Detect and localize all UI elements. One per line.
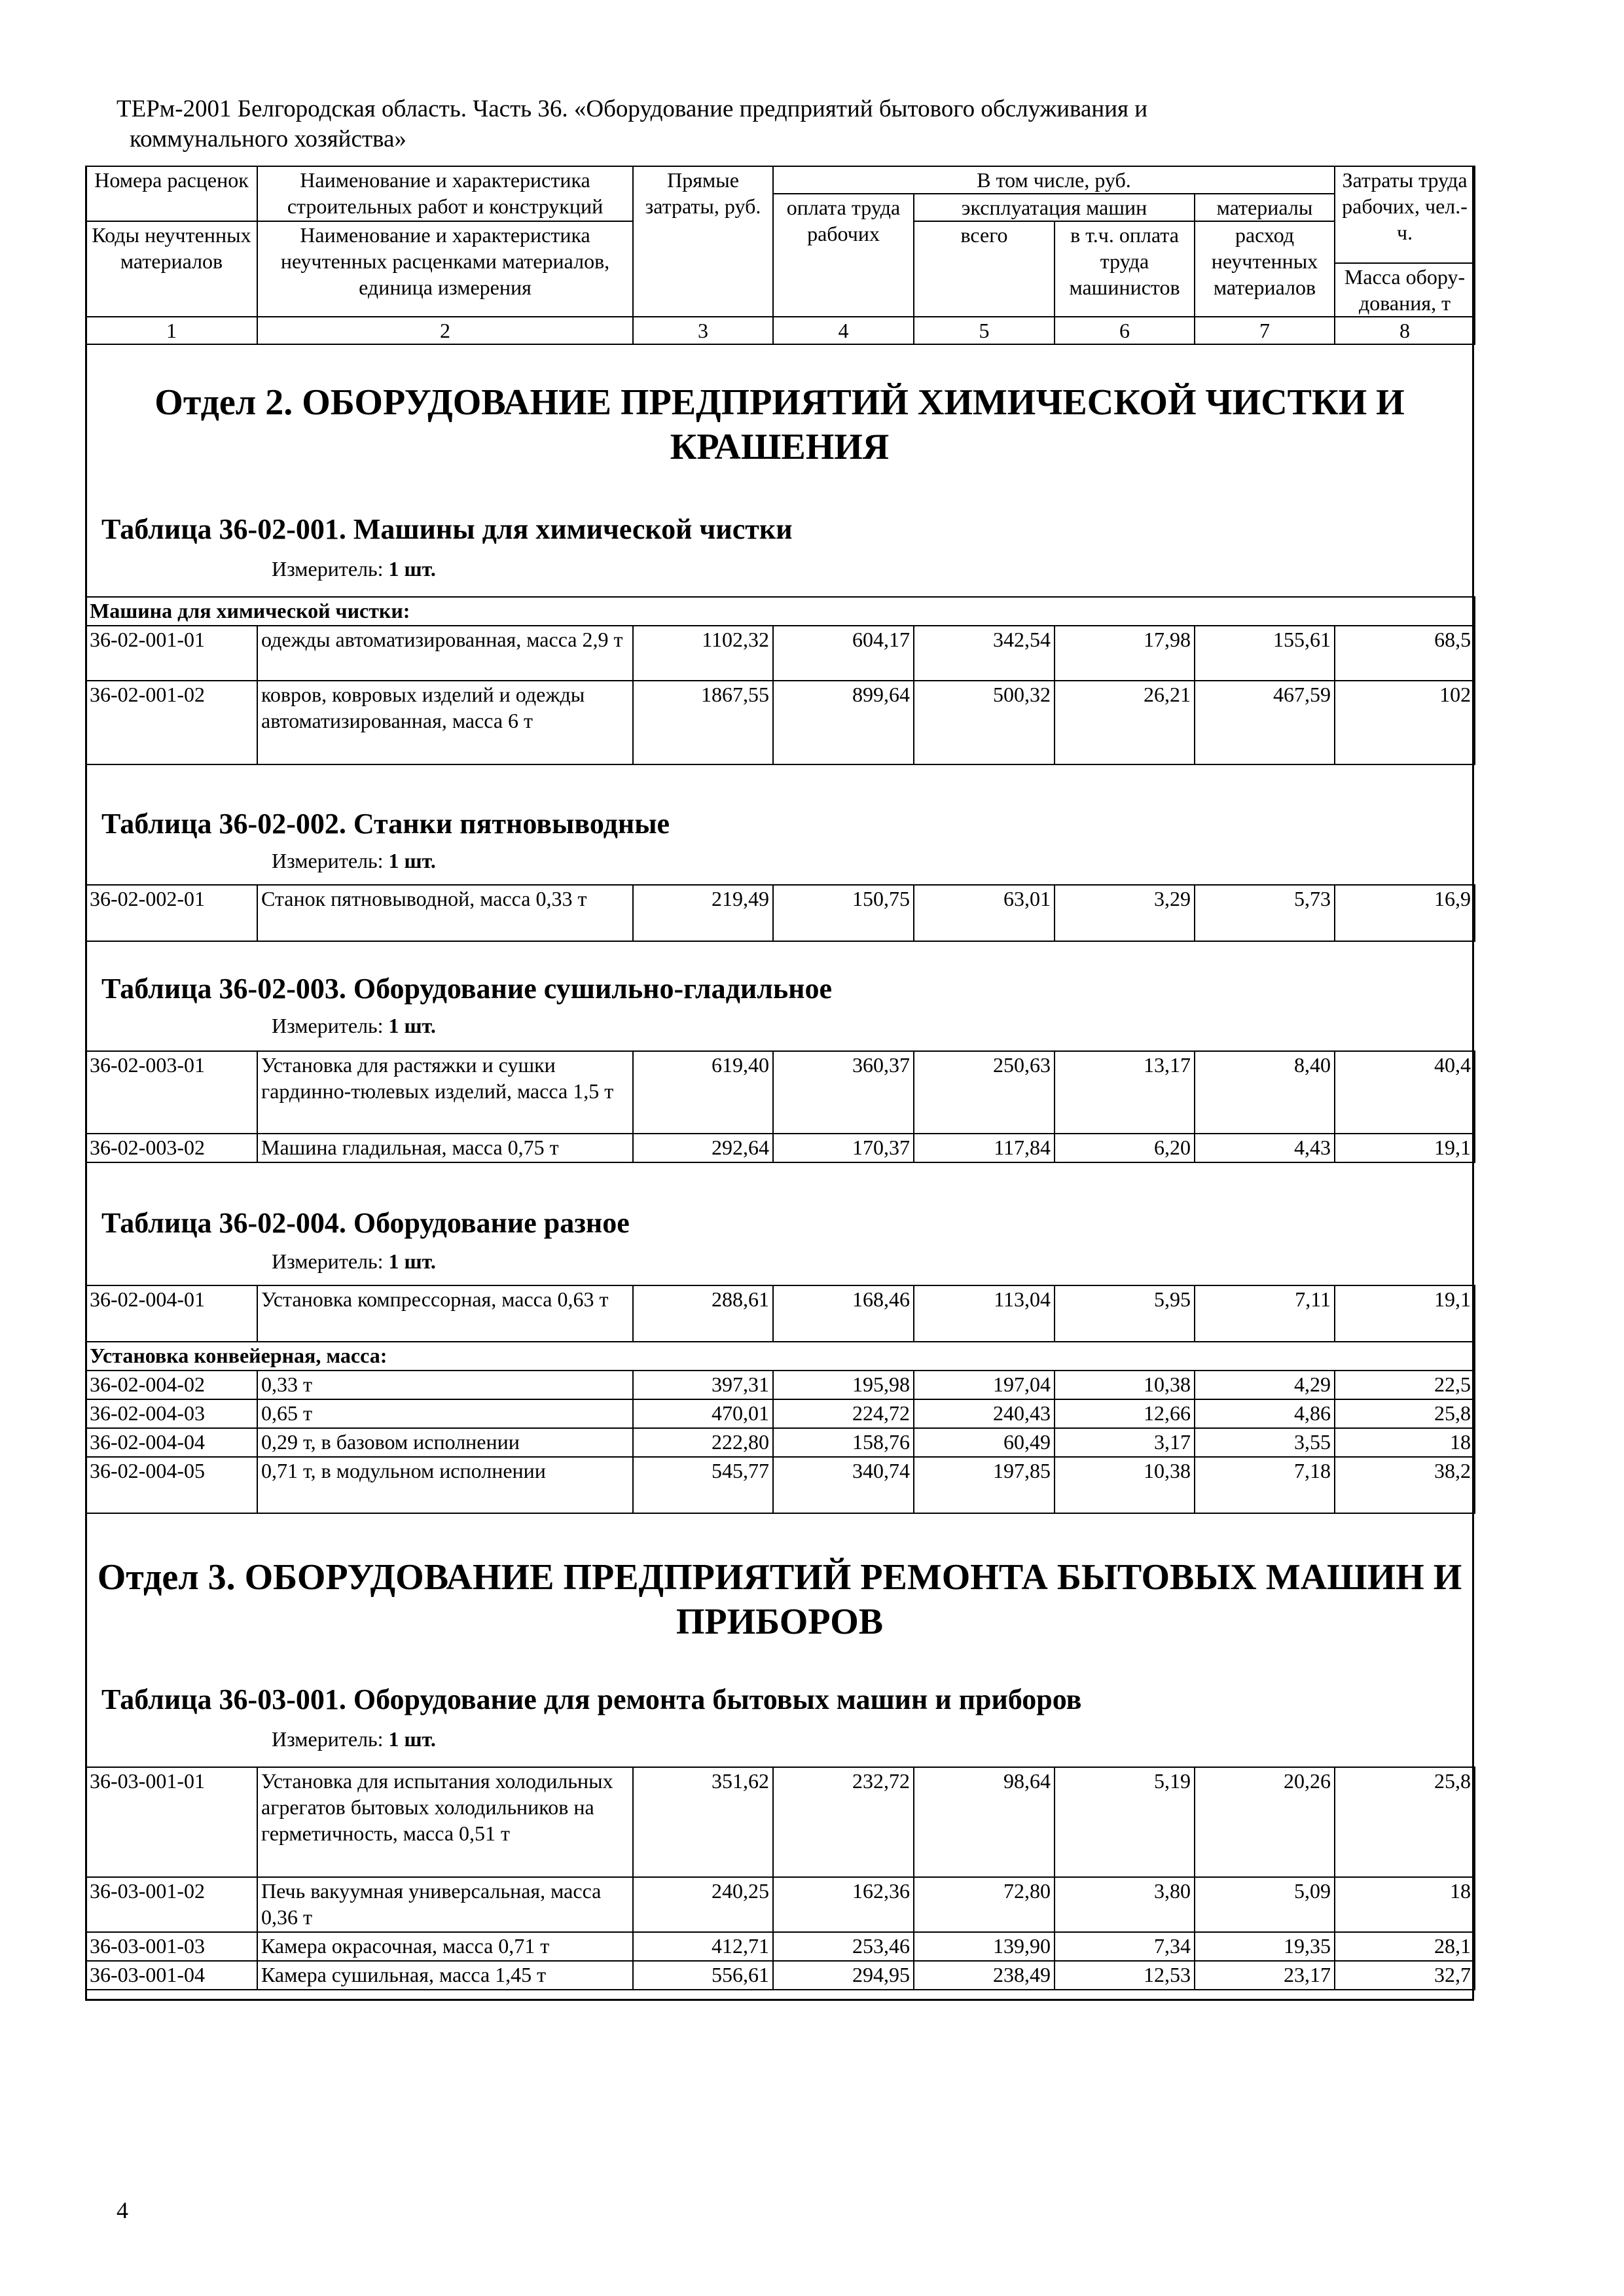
table-title: Таблица 36-02-001. Машины для химической чистки bbox=[101, 513, 793, 545]
direct-costs: 351,62 bbox=[633, 1767, 773, 1877]
rate-code: 36-02-004-03 bbox=[86, 1399, 257, 1428]
col5-header: всего bbox=[914, 221, 1055, 317]
measure-line bbox=[87, 1013, 1472, 1039]
table-block-36-02-002 bbox=[87, 807, 1472, 874]
rate-code: 36-02-003-01 bbox=[86, 1051, 257, 1134]
worker-pay: 604,17 bbox=[773, 626, 914, 681]
machines-total: 72,80 bbox=[914, 1877, 1055, 1932]
rate-code: 36-02-004-01 bbox=[86, 1285, 257, 1342]
rate-name: 0,33 т bbox=[257, 1371, 633, 1399]
table-row bbox=[86, 1051, 1475, 1134]
rate-code: 36-02-004-05 bbox=[86, 1457, 257, 1513]
section-3-block bbox=[87, 1555, 1472, 1644]
col-number: 4 bbox=[773, 317, 914, 344]
rate-code: 36-02-001-02 bbox=[86, 681, 257, 764]
materials: 7,11 bbox=[1195, 1285, 1335, 1342]
direct-costs: 397,31 bbox=[633, 1371, 773, 1399]
table-row bbox=[86, 1961, 1475, 1990]
rate-code: 36-03-001-02 bbox=[86, 1877, 257, 1932]
rate-code: 36-02-004-04 bbox=[86, 1428, 257, 1457]
machinist-pay: 7,34 bbox=[1055, 1932, 1195, 1961]
table-row bbox=[86, 681, 1475, 764]
materials: 4,43 bbox=[1195, 1134, 1335, 1162]
machinist-pay: 5,19 bbox=[1055, 1767, 1195, 1877]
table-block-36-02-004 bbox=[87, 1206, 1472, 1274]
worker-pay: 340,74 bbox=[773, 1457, 914, 1513]
machines-total: 238,49 bbox=[914, 1961, 1055, 1990]
col6-header: в т.ч. оплата труда машинистов bbox=[1055, 221, 1195, 317]
direct-costs: 545,77 bbox=[633, 1457, 773, 1513]
machinist-pay: 13,17 bbox=[1055, 1051, 1195, 1134]
rate-name: Машина гладильная, масса 0,75 т bbox=[257, 1134, 633, 1162]
table-title: Таблица 36-02-002. Станки пятновыводные bbox=[101, 808, 670, 840]
labor-costs: 25,8 bbox=[1335, 1767, 1475, 1877]
rate-code: 36-03-001-04 bbox=[86, 1961, 257, 1990]
measure-value: 1 шт. bbox=[388, 1249, 436, 1273]
measure-line bbox=[87, 1726, 1472, 1752]
worker-pay: 899,64 bbox=[773, 681, 914, 764]
direct-costs: 1867,55 bbox=[633, 681, 773, 764]
measure-label: Измеритель: bbox=[272, 1014, 389, 1037]
col1-top-header: Номера расценок bbox=[86, 166, 257, 221]
col7-header: расход неучтенных материалов bbox=[1195, 221, 1335, 317]
col4-header: оплата труда рабочих bbox=[773, 194, 914, 317]
worker-pay: 150,75 bbox=[773, 885, 914, 941]
page-number: 4 bbox=[117, 2197, 128, 2223]
machines-header: эксплуатация машин bbox=[914, 194, 1195, 221]
materials: 467,59 bbox=[1195, 681, 1335, 764]
materials: 23,17 bbox=[1195, 1961, 1335, 1990]
direct-costs: 470,01 bbox=[633, 1399, 773, 1428]
machines-total: 250,63 bbox=[914, 1051, 1055, 1134]
materials: 3,55 bbox=[1195, 1428, 1335, 1457]
labor-costs: 25,8 bbox=[1335, 1399, 1475, 1428]
machinist-pay: 10,38 bbox=[1055, 1371, 1195, 1399]
rate-name: ковров, ковровых изделий и одежды автоматизированная, масса 6 т bbox=[257, 681, 633, 764]
rate-name: Станок пятновыводной, масса 0,33 т bbox=[257, 885, 633, 941]
rate-name: Печь вакуумная универсальная, масса 0,36 т bbox=[257, 1877, 633, 1932]
header-line-2: коммунального хозяйства» bbox=[130, 126, 406, 152]
machinist-pay: 17,98 bbox=[1055, 626, 1195, 681]
rate-name: 0,29 т, в базовом исполнении bbox=[257, 1428, 633, 1457]
table-row bbox=[86, 1399, 1475, 1428]
worker-pay: 168,46 bbox=[773, 1285, 914, 1342]
section-title: Отдел 3. ОБОРУДОВАНИЕ ПРЕДПРИЯТИЙ РЕМОНТА БЫТОВЫХ МАШИН И ПРИБОРОВ bbox=[97, 1557, 1462, 1642]
col-number: 1 bbox=[86, 317, 257, 344]
table-title: Таблица 36-03-001. Оборудование для ремонта бытовых машин и приборов bbox=[101, 1683, 1082, 1715]
labor-costs: 40,4 bbox=[1335, 1051, 1475, 1134]
table-row bbox=[86, 1371, 1475, 1399]
machines-total: 500,32 bbox=[914, 681, 1055, 764]
direct-costs: 219,49 bbox=[633, 885, 773, 941]
rate-code: 36-02-003-02 bbox=[86, 1134, 257, 1162]
direct-costs: 1102,32 bbox=[633, 626, 773, 681]
col1-bottom-header: Коды неучтенных материалов bbox=[86, 221, 257, 317]
measure-value: 1 шт. bbox=[388, 1727, 436, 1751]
machines-total: 63,01 bbox=[914, 885, 1055, 941]
measure-line bbox=[87, 556, 1472, 582]
measure-line bbox=[87, 1248, 1472, 1274]
labor-costs: 16,9 bbox=[1335, 885, 1475, 941]
labor-costs: 18 bbox=[1335, 1428, 1475, 1457]
labor-costs: 68,5 bbox=[1335, 626, 1475, 681]
rate-name: Камера сушильная, масса 1,45 т bbox=[257, 1961, 633, 1990]
rate-name: одежды автоматизированная, масса 2,9 т bbox=[257, 626, 633, 681]
table-row bbox=[86, 1457, 1475, 1513]
column-header-table bbox=[85, 166, 1475, 345]
col8-top-header: Затраты труда рабочих, чел.-ч. bbox=[1335, 166, 1475, 263]
col-number: 6 bbox=[1055, 317, 1195, 344]
machinist-pay: 26,21 bbox=[1055, 681, 1195, 764]
table-block-36-02-003 bbox=[87, 972, 1472, 1039]
direct-costs: 412,71 bbox=[633, 1932, 773, 1961]
table-row bbox=[86, 1134, 1475, 1162]
table-row bbox=[86, 1767, 1475, 1877]
worker-pay: 253,46 bbox=[773, 1932, 914, 1961]
direct-costs: 619,40 bbox=[633, 1051, 773, 1134]
direct-costs: 222,80 bbox=[633, 1428, 773, 1457]
col3-header: Прямые затраты, руб. bbox=[633, 166, 773, 317]
section-title: Отдел 2. ОБОРУДОВАНИЕ ПРЕДПРИЯТИЙ ХИМИЧЕСКОЙ ЧИСТКИ И КРАШЕНИЯ bbox=[154, 382, 1405, 467]
table-row bbox=[86, 1428, 1475, 1457]
measure-line bbox=[87, 848, 1472, 874]
machines-total: 98,64 bbox=[914, 1767, 1055, 1877]
table-row bbox=[86, 1932, 1475, 1961]
labor-costs: 32,7 bbox=[1335, 1961, 1475, 1990]
worker-pay: 195,98 bbox=[773, 1371, 914, 1399]
machines-total: 197,04 bbox=[914, 1371, 1055, 1399]
col-number: 5 bbox=[914, 317, 1055, 344]
table-row bbox=[86, 885, 1475, 941]
header-line-1: ТЕРм-2001 Белгородская область. Часть 36. «Оборудование предприятий бытового обслуживания и bbox=[117, 96, 1148, 122]
document-header bbox=[117, 94, 1465, 154]
materials: 155,61 bbox=[1195, 626, 1335, 681]
machinist-pay: 12,66 bbox=[1055, 1399, 1195, 1428]
labor-costs: 22,5 bbox=[1335, 1371, 1475, 1399]
col2-bottom-header: Наименование и характеристика неучтенных расценками материалов, единица измерения bbox=[257, 221, 633, 317]
labor-costs: 102 bbox=[1335, 681, 1475, 764]
materials: 4,86 bbox=[1195, 1399, 1335, 1428]
rate-code: 36-02-001-01 bbox=[86, 626, 257, 681]
rates-table-36-02-002 bbox=[85, 884, 1475, 942]
document-frame bbox=[85, 166, 1474, 2001]
labor-costs: 19,1 bbox=[1335, 1285, 1475, 1342]
measure-value: 1 шт. bbox=[388, 557, 436, 581]
table-block-36-02-001 bbox=[87, 512, 1472, 582]
labor-costs: 18 bbox=[1335, 1877, 1475, 1932]
worker-pay: 224,72 bbox=[773, 1399, 914, 1428]
measure-label: Измеритель: bbox=[272, 1727, 389, 1751]
rate-name: 0,65 т bbox=[257, 1399, 633, 1428]
machinist-pay: 6,20 bbox=[1055, 1134, 1195, 1162]
worker-pay: 294,95 bbox=[773, 1961, 914, 1990]
rates-table-36-02-004 bbox=[85, 1285, 1475, 1514]
group-label: Установка конвейерная, масса: bbox=[86, 1342, 1475, 1371]
rate-code: 36-03-001-01 bbox=[86, 1767, 257, 1877]
labor-costs: 19,1 bbox=[1335, 1134, 1475, 1162]
machinist-pay: 3,80 bbox=[1055, 1877, 1195, 1932]
table-row bbox=[86, 1285, 1475, 1342]
col-number: 2 bbox=[257, 317, 633, 344]
table-row bbox=[86, 626, 1475, 681]
machines-total: 342,54 bbox=[914, 626, 1055, 681]
group-label: Машина для химической чистки: bbox=[86, 597, 1475, 626]
col-number: 3 bbox=[633, 317, 773, 344]
materials: 5,09 bbox=[1195, 1877, 1335, 1932]
table-block-36-03-001 bbox=[87, 1683, 1472, 1752]
worker-pay: 170,37 bbox=[773, 1134, 914, 1162]
rates-table-36-02-001 bbox=[85, 596, 1475, 765]
materials: 8,40 bbox=[1195, 1051, 1335, 1134]
measure-label: Измеритель: bbox=[272, 557, 389, 581]
table-row bbox=[86, 1877, 1475, 1932]
rate-name: Установка для растяжки и сушки гардинно-тюлевых изделий, масса 1,5 т bbox=[257, 1051, 633, 1134]
rates-table-36-02-003 bbox=[85, 1050, 1475, 1163]
measure-label: Измеритель: bbox=[272, 849, 389, 872]
labor-costs: 28,1 bbox=[1335, 1932, 1475, 1961]
machinist-pay: 5,95 bbox=[1055, 1285, 1195, 1342]
direct-costs: 288,61 bbox=[633, 1285, 773, 1342]
materials: 7,18 bbox=[1195, 1457, 1335, 1513]
col-number: 7 bbox=[1195, 317, 1335, 344]
section-2-block bbox=[87, 380, 1472, 469]
worker-pay: 360,37 bbox=[773, 1051, 914, 1134]
direct-costs: 240,25 bbox=[633, 1877, 773, 1932]
machinist-pay: 10,38 bbox=[1055, 1457, 1195, 1513]
machines-total: 117,84 bbox=[914, 1134, 1055, 1162]
rate-code: 36-02-004-02 bbox=[86, 1371, 257, 1399]
rate-code: 36-03-001-03 bbox=[86, 1932, 257, 1961]
measure-value: 1 шт. bbox=[388, 849, 436, 872]
col8-bottom-header: Масса обору-дования, т bbox=[1335, 263, 1475, 317]
rate-name: Камера окрасочная, масса 0,71 т bbox=[257, 1932, 633, 1961]
measure-value: 1 шт. bbox=[388, 1014, 436, 1037]
worker-pay: 162,36 bbox=[773, 1877, 914, 1932]
direct-costs: 292,64 bbox=[633, 1134, 773, 1162]
col-number: 8 bbox=[1335, 317, 1475, 344]
machinist-pay: 3,29 bbox=[1055, 885, 1195, 941]
machines-total: 113,04 bbox=[914, 1285, 1055, 1342]
rate-name: Установка для испытания холодильных агрегатов бытовых холодильников на герметичность, масса 0,51 т bbox=[257, 1767, 633, 1877]
materials: 4,29 bbox=[1195, 1371, 1335, 1399]
table-title: Таблица 36-02-004. Оборудование разное bbox=[101, 1207, 630, 1239]
col2-top-header: Наименование и характеристика строительных работ и конструкций bbox=[257, 166, 633, 221]
measure-label: Измеритель: bbox=[272, 1249, 389, 1273]
machinist-pay: 12,53 bbox=[1055, 1961, 1195, 1990]
machines-total: 139,90 bbox=[914, 1932, 1055, 1961]
machinist-pay: 3,17 bbox=[1055, 1428, 1195, 1457]
rate-code: 36-02-002-01 bbox=[86, 885, 257, 941]
materials: 5,73 bbox=[1195, 885, 1335, 941]
in-total-header: В том числе, руб. bbox=[773, 166, 1335, 194]
rates-table-36-03-001 bbox=[85, 1767, 1475, 1990]
rate-name: 0,71 т, в модульном исполнении bbox=[257, 1457, 633, 1513]
worker-pay: 232,72 bbox=[773, 1767, 914, 1877]
direct-costs: 556,61 bbox=[633, 1961, 773, 1990]
materials: 20,26 bbox=[1195, 1767, 1335, 1877]
machines-total: 197,85 bbox=[914, 1457, 1055, 1513]
materials-header: материалы bbox=[1195, 194, 1335, 221]
worker-pay: 158,76 bbox=[773, 1428, 914, 1457]
table-title: Таблица 36-02-003. Оборудование сушильно-гладильное bbox=[101, 973, 833, 1005]
rate-name: Установка компрессорная, масса 0,63 т bbox=[257, 1285, 633, 1342]
machines-total: 240,43 bbox=[914, 1399, 1055, 1428]
labor-costs: 38,2 bbox=[1335, 1457, 1475, 1513]
machines-total: 60,49 bbox=[914, 1428, 1055, 1457]
materials: 19,35 bbox=[1195, 1932, 1335, 1961]
